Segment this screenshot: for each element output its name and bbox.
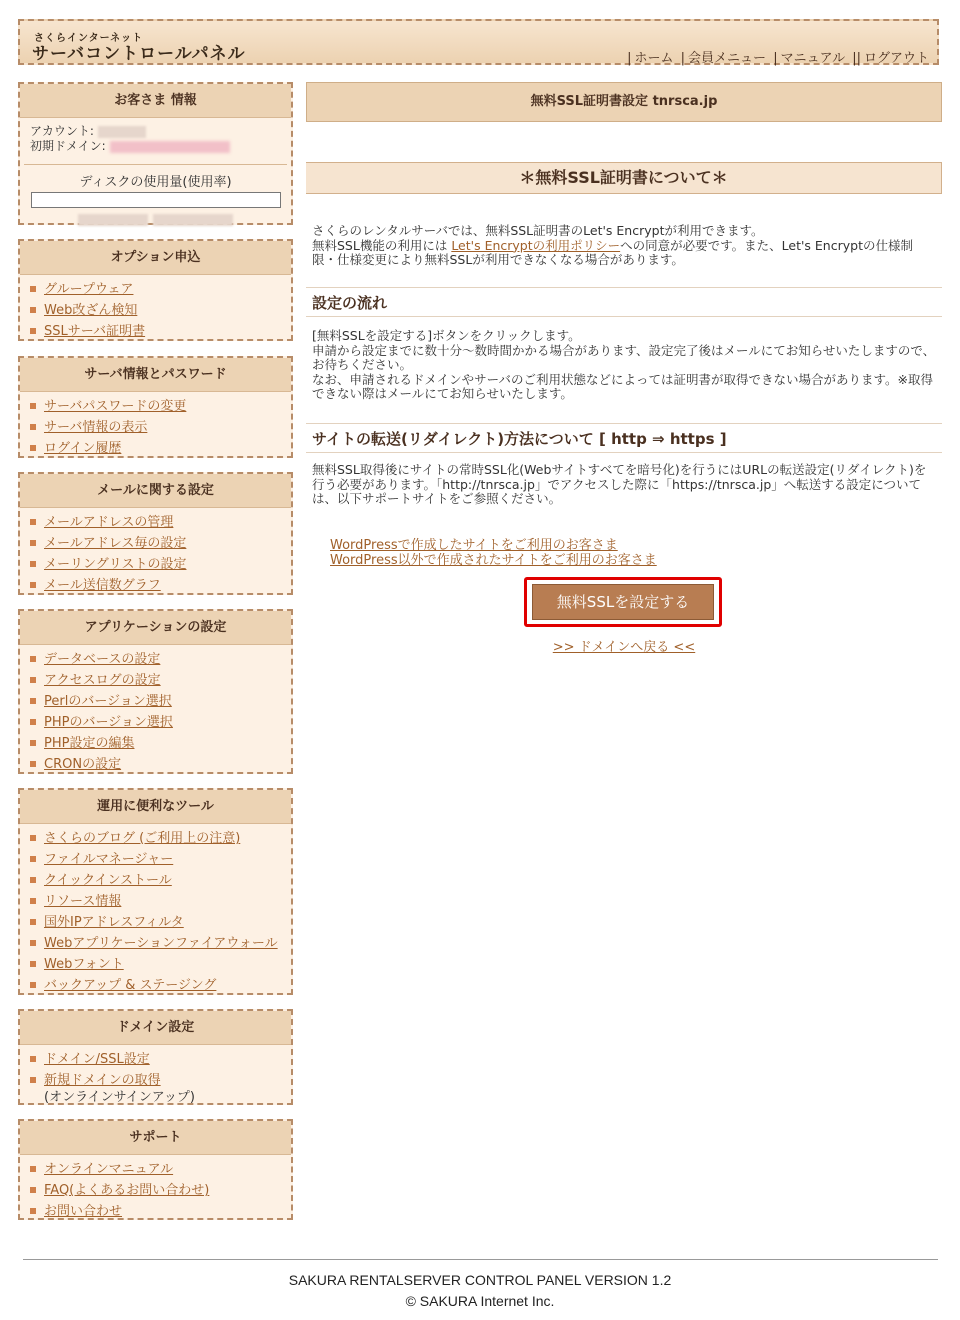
back-to-domain-link[interactable]: >> ドメインへ戻る << bbox=[552, 640, 696, 655]
wordpress-guide-link[interactable]: WordPressで作成したサイトをご利用のお客さま bbox=[330, 538, 618, 553]
sidebar-item bbox=[28, 1070, 291, 1105]
nav-manual-link[interactable]: マニュアル bbox=[780, 51, 846, 66]
sidebar-item bbox=[28, 554, 291, 575]
flow-line-2: 申請から設定までに数十分〜数時間かかる場合があります、設定完了後はメールにてお知らせいたしますので、お待ちください。 bbox=[312, 342, 936, 372]
sidebar-link-ssl-cert[interactable]: SSLサーバ証明書 bbox=[44, 324, 146, 339]
nav-logout-link[interactable]: ログアウト bbox=[863, 51, 929, 66]
bullet-icon bbox=[30, 877, 36, 883]
flow-text bbox=[312, 329, 936, 402]
sidebar-link-new-domain[interactable]: 新規ドメインの取得 bbox=[44, 1073, 161, 1088]
sidebar-item bbox=[28, 279, 291, 300]
disk-usage-rate-redacted bbox=[153, 214, 233, 226]
flow-line-3: なお、申請されるドメインやサーバのご利用状態などによっては証明書が取得できない場合があります。※取得できない際はメールにてお知らせいたします。 bbox=[312, 371, 933, 401]
back-link-container bbox=[306, 636, 942, 655]
bullet-icon bbox=[30, 286, 36, 292]
sidebar-item bbox=[28, 300, 291, 321]
account-details bbox=[20, 118, 291, 160]
bullet-icon bbox=[30, 898, 36, 904]
sidebar-item bbox=[28, 954, 291, 975]
sidebar-item bbox=[28, 912, 291, 933]
bullet-icon bbox=[30, 1056, 36, 1062]
sidebar-link-contact[interactable]: お問い合わせ bbox=[44, 1204, 123, 1219]
sidebar-item bbox=[28, 533, 291, 554]
sidebar-link-faq[interactable]: FAQ(よくあるお問い合わせ) bbox=[44, 1183, 210, 1198]
sidebar-item bbox=[28, 321, 291, 342]
domain-label: 初期ドメイン: bbox=[30, 139, 106, 153]
submit-button-highlight bbox=[524, 577, 722, 627]
sidebar-item bbox=[28, 975, 291, 996]
sidebar-link-file-manager[interactable]: ファイルマネージャー bbox=[44, 852, 174, 867]
sidebar-item bbox=[28, 1159, 291, 1180]
intro-line-2 bbox=[312, 239, 936, 268]
sidebar-link-mail-settings[interactable]: メールアドレス毎の設定 bbox=[44, 536, 187, 551]
sidebar-link-web-tamper[interactable]: Web改ざん検知 bbox=[44, 303, 138, 318]
bullet-icon bbox=[30, 698, 36, 704]
sidebar-item bbox=[28, 438, 291, 459]
sidebar-box-options bbox=[18, 239, 293, 341]
domain-value-redacted bbox=[110, 141, 230, 153]
sidebar-item bbox=[28, 691, 291, 712]
sidebar-box-title: メールに関する設定 bbox=[20, 474, 291, 508]
sidebar-item bbox=[28, 396, 291, 417]
bullet-icon bbox=[30, 940, 36, 946]
online-signup-note: (オンラインサインアップ) bbox=[44, 1090, 195, 1105]
sidebar-link-quick-install[interactable]: クイックインストール bbox=[44, 873, 172, 888]
flow-heading: 設定の流れ bbox=[306, 287, 942, 317]
account-info-title: お客さま 情報 bbox=[20, 84, 291, 118]
footer bbox=[0, 1270, 960, 1312]
bullet-icon bbox=[30, 519, 36, 525]
sidebar-link-password[interactable]: サーバパスワードの変更 bbox=[44, 399, 187, 414]
sidebar-item bbox=[28, 891, 291, 912]
disk-usage-bar bbox=[31, 192, 281, 208]
sidebar-link-domain-ssl[interactable]: ドメイン/SSL設定 bbox=[44, 1052, 150, 1067]
bullet-icon bbox=[30, 656, 36, 662]
sidebar-link-resource-info[interactable]: リソース情報 bbox=[44, 894, 122, 909]
sidebar-box-title: オプション申込 bbox=[20, 241, 291, 275]
sidebar-item bbox=[28, 712, 291, 733]
sidebar-link-access-log[interactable]: アクセスログの設定 bbox=[44, 673, 161, 688]
intro-line-1: さくらのレンタルサーバでは、無料SSL証明書のLet's Encryptが利用できます。 bbox=[312, 223, 764, 238]
footer-divider bbox=[23, 1259, 938, 1260]
logo-title: サーバコントロールパネル bbox=[32, 44, 246, 64]
intro-text-suffix: への同意が必要です。また、Let's Encryptの仕様制限・仕様変更により無料SSLが利用できなくなる場合があります。 bbox=[312, 237, 913, 267]
sidebar-box-title: 運用に便利なツール bbox=[20, 790, 291, 824]
bullet-icon bbox=[30, 740, 36, 746]
nav-home-link[interactable]: ホーム bbox=[634, 51, 674, 66]
disk-usage-label: ディスクの使用量(使用率) bbox=[79, 175, 232, 190]
sidebar-link-backup[interactable]: バックアップ & ステージング bbox=[44, 978, 217, 993]
sidebar-item bbox=[28, 670, 291, 691]
bullet-icon bbox=[30, 761, 36, 767]
bullet-icon bbox=[30, 1166, 36, 1172]
sidebar-item bbox=[28, 1201, 291, 1222]
bullet-icon bbox=[30, 582, 36, 588]
redirect-heading: サイトの転送(リダイレクト)方法について [ http ⇒ https ] bbox=[306, 423, 942, 453]
sidebar-link-perl-version[interactable]: Perlのバージョン選択 bbox=[44, 694, 172, 709]
bullet-icon bbox=[30, 719, 36, 725]
redirect-text: 無料SSL取得後にサイトの常時SSL化(Webサイトすべてを暗号化)を行うにはURLの転送設定(リダイレクト)を行う必要があります。「http://tnrsca.jp」でアクセスした際に「https://tnrsca.jp」へ転送する設定については、以下サポートサイトをご参照ください。 bbox=[312, 462, 927, 506]
sidebar-box-title: アプリケーションの設定 bbox=[20, 611, 291, 645]
sidebar-link-php-version[interactable]: PHPのバージョン選択 bbox=[44, 715, 173, 730]
footer-version: SAKURA RENTALSERVER CONTROL PANEL VERSION 1.2 bbox=[288, 1272, 672, 1288]
disk-usage-value-redacted bbox=[78, 214, 148, 226]
sidebar-link-php-settings[interactable]: PHP設定の編集 bbox=[44, 736, 135, 751]
account-label: アカウント: bbox=[30, 124, 94, 138]
header-banner bbox=[18, 19, 939, 65]
sidebar-item bbox=[28, 733, 291, 754]
bullet-icon bbox=[30, 835, 36, 841]
sidebar-box-domain bbox=[18, 1009, 293, 1105]
bullet-icon bbox=[30, 677, 36, 683]
logo-company: さくらインターネット bbox=[34, 33, 144, 44]
bullet-icon bbox=[30, 561, 36, 567]
lets-encrypt-policy-link[interactable]: Let's Encryptの利用ポリシー bbox=[451, 237, 621, 253]
sidebar-box-title: ドメイン設定 bbox=[20, 1011, 291, 1045]
sidebar-item bbox=[28, 417, 291, 438]
sidebar-item bbox=[28, 870, 291, 891]
bullet-icon bbox=[30, 1077, 36, 1083]
top-navigation: | ホーム | 会員メニュー | マニュアル || ログアウト bbox=[627, 51, 929, 66]
sidebar-item bbox=[28, 1049, 291, 1070]
sidebar-link-groupware[interactable]: グループウェア bbox=[44, 282, 134, 297]
sidebar-link-login-history[interactable]: ログイン履歴 bbox=[44, 441, 122, 456]
bullet-icon bbox=[30, 919, 36, 925]
bullet-icon bbox=[30, 424, 36, 430]
bullet-icon bbox=[30, 1187, 36, 1193]
bullet-icon bbox=[30, 403, 36, 409]
sidebar-item bbox=[28, 754, 291, 775]
sidebar-item bbox=[28, 649, 291, 670]
sidebar-box-applications bbox=[18, 609, 293, 774]
sidebar-link-server-info[interactable]: サーバ情報の表示 bbox=[44, 420, 148, 435]
intro-text bbox=[312, 224, 936, 268]
sidebar-item bbox=[28, 849, 291, 870]
sidebar-link-ip-filter[interactable]: 国外IPアドレスフィルタ bbox=[44, 915, 184, 930]
sidebar-link-mailing-list[interactable]: メーリングリストの設定 bbox=[44, 557, 187, 572]
bullet-icon bbox=[30, 328, 36, 334]
sidebar-box-title: サーバ情報とパスワード bbox=[20, 358, 291, 392]
sidebar-item bbox=[28, 828, 291, 849]
sidebar-item bbox=[28, 933, 291, 954]
sidebar-box-support bbox=[18, 1119, 293, 1220]
set-free-ssl-button[interactable]: 無料SSLを設定する bbox=[532, 584, 714, 620]
non-wordpress-guide-link[interactable]: WordPress以外で作成されたサイトをご利用のお客さま bbox=[330, 553, 657, 568]
bullet-icon bbox=[30, 307, 36, 313]
bullet-icon bbox=[30, 982, 36, 988]
account-value-redacted bbox=[98, 126, 146, 138]
account-info-box bbox=[18, 82, 293, 225]
page-title: 無料SSL証明書設定 tnrsca.jp bbox=[306, 82, 942, 122]
support-links bbox=[330, 538, 657, 568]
sidebar-link-mail-graph[interactable]: メール送信数グラフ bbox=[44, 578, 161, 593]
bullet-icon bbox=[30, 856, 36, 862]
flow-line-1: [無料SSLを設定する]ボタンをクリックします。 bbox=[312, 328, 581, 343]
sidebar-link-online-manual[interactable]: オンラインマニュアル bbox=[44, 1162, 174, 1177]
intro-text-prefix: 無料SSL機能の利用には bbox=[312, 237, 452, 253]
bullet-icon bbox=[30, 961, 36, 967]
sidebar-link-waf[interactable]: Webアプリケーションファイアウォール bbox=[44, 936, 278, 951]
sidebar-link-database[interactable]: データベースの設定 bbox=[44, 652, 161, 667]
sidebar-link-mail-address[interactable]: メールアドレスの管理 bbox=[44, 515, 174, 530]
bullet-icon bbox=[30, 1208, 36, 1214]
sidebar-box-server-info bbox=[18, 356, 293, 458]
sidebar-link-web-font[interactable]: Webフォント bbox=[44, 957, 124, 972]
sidebar-box-title: サポート bbox=[20, 1121, 291, 1155]
bullet-icon bbox=[30, 445, 36, 451]
bullet-icon bbox=[30, 540, 36, 546]
sidebar-link-cron[interactable]: CRONの設定 bbox=[44, 757, 122, 772]
sidebar-item bbox=[28, 1180, 291, 1201]
sidebar-box-mail bbox=[18, 472, 293, 595]
sidebar-box-tools bbox=[18, 788, 293, 995]
nav-member-menu-link[interactable]: 会員メニュー bbox=[688, 51, 767, 66]
sidebar-item bbox=[28, 575, 291, 596]
footer-copyright: © SAKURA Internet Inc. bbox=[405, 1293, 555, 1309]
disk-usage bbox=[24, 164, 287, 231]
sidebar-item bbox=[28, 512, 291, 533]
section-title: ＊無料SSL証明書について＊ bbox=[306, 162, 942, 194]
sidebar-link-blog[interactable]: さくらのブログ (ご利用上の注意) bbox=[44, 831, 241, 846]
